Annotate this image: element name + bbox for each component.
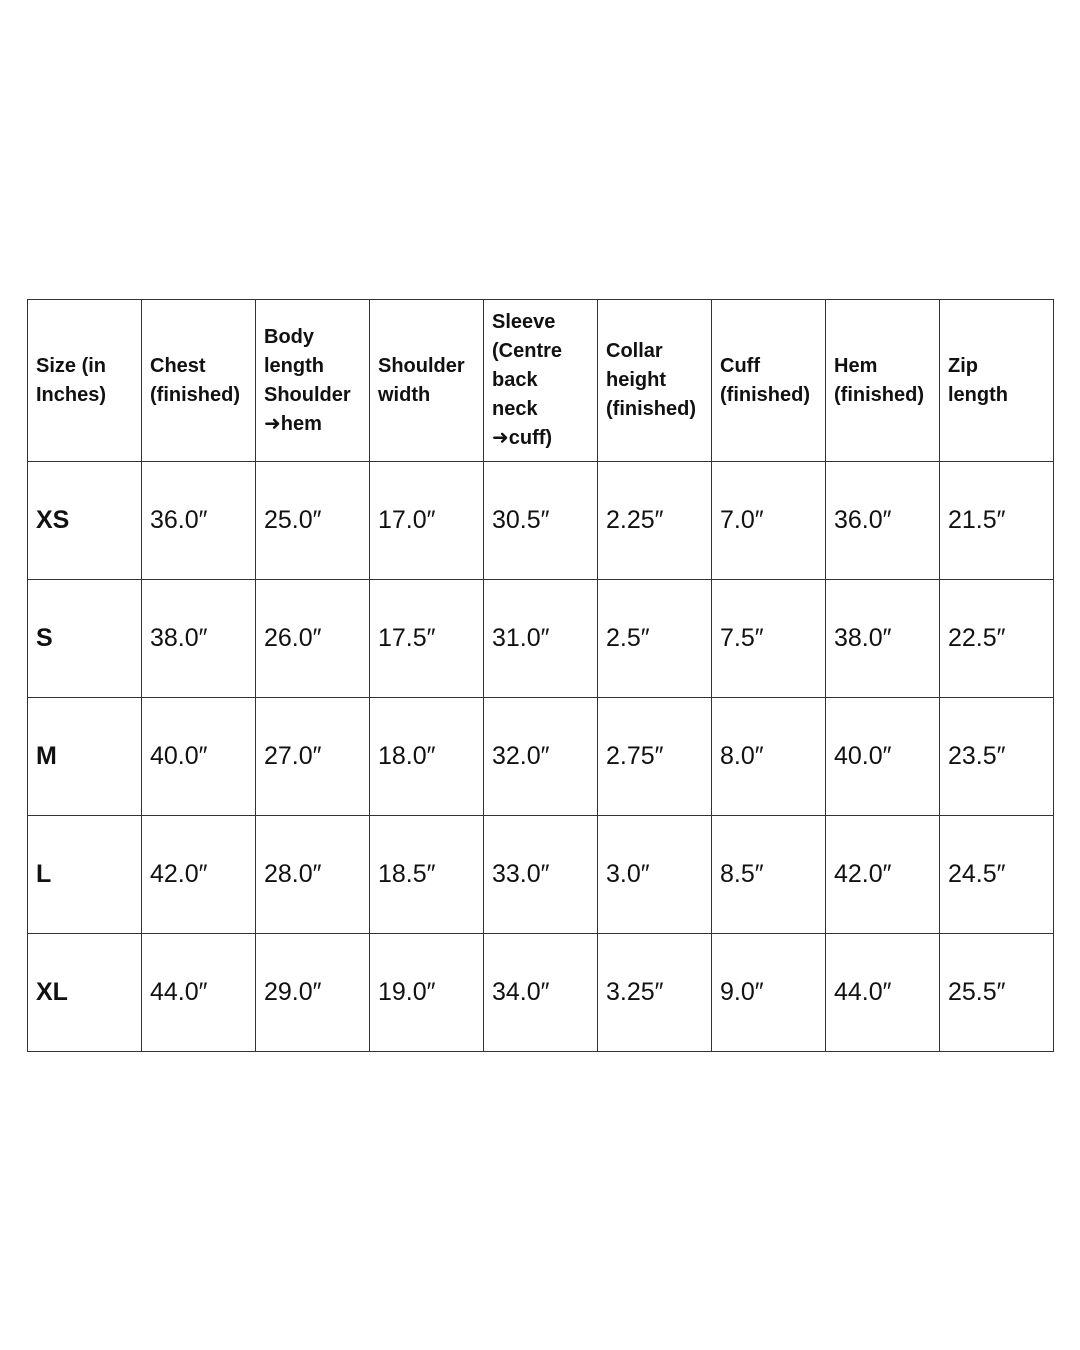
- body-length-cell: 28.0″: [256, 816, 370, 934]
- cuff-cell: 9.0″: [712, 934, 826, 1052]
- shoulder-width-cell: 18.5″: [370, 816, 484, 934]
- zip-length-cell: 24.5″: [940, 816, 1054, 934]
- size-label-cell: XS: [28, 462, 142, 580]
- hem-cell: 42.0″: [826, 816, 940, 934]
- hem-cell: 36.0″: [826, 462, 940, 580]
- chest-cell: 40.0″: [142, 698, 256, 816]
- table-row: [28, 816, 1054, 934]
- body-length-cell: 27.0″: [256, 698, 370, 816]
- chest-cell: 44.0″: [142, 934, 256, 1052]
- collar-height-cell: 2.75″: [598, 698, 712, 816]
- size-label-cell: S: [28, 580, 142, 698]
- table-body: [28, 462, 1054, 1052]
- header-body-length: Body length Shoulder ➜hem: [256, 300, 370, 462]
- header-collar-height: Collar height (finished): [598, 300, 712, 462]
- cuff-cell: 7.0″: [712, 462, 826, 580]
- collar-height-cell: 3.0″: [598, 816, 712, 934]
- table-row: [28, 698, 1054, 816]
- header-shoulder-width: Shoulder width: [370, 300, 484, 462]
- cuff-cell: 7.5″: [712, 580, 826, 698]
- cuff-cell: 8.0″: [712, 698, 826, 816]
- collar-height-cell: 2.25″: [598, 462, 712, 580]
- header-zip-length: Zip length: [940, 300, 1054, 462]
- cuff-cell: 8.5″: [712, 816, 826, 934]
- size-label-cell: L: [28, 816, 142, 934]
- header-row: [28, 300, 1054, 462]
- hem-cell: 40.0″: [826, 698, 940, 816]
- zip-length-cell: 21.5″: [940, 462, 1054, 580]
- table-header: [28, 300, 1054, 462]
- chest-cell: 36.0″: [142, 462, 256, 580]
- sleeve-cell: 33.0″: [484, 816, 598, 934]
- sleeve-cell: 30.5″: [484, 462, 598, 580]
- collar-height-cell: 3.25″: [598, 934, 712, 1052]
- sleeve-cell: 32.0″: [484, 698, 598, 816]
- table-row: [28, 580, 1054, 698]
- collar-height-cell: 2.5″: [598, 580, 712, 698]
- hem-cell: 38.0″: [826, 580, 940, 698]
- sleeve-cell: 34.0″: [484, 934, 598, 1052]
- zip-length-cell: 22.5″: [940, 580, 1054, 698]
- zip-length-cell: 23.5″: [940, 698, 1054, 816]
- body-length-cell: 26.0″: [256, 580, 370, 698]
- shoulder-width-cell: 17.0″: [370, 462, 484, 580]
- chest-cell: 38.0″: [142, 580, 256, 698]
- chest-cell: 42.0″: [142, 816, 256, 934]
- size-label-cell: XL: [28, 934, 142, 1052]
- shoulder-width-cell: 18.0″: [370, 698, 484, 816]
- hem-cell: 44.0″: [826, 934, 940, 1052]
- zip-length-cell: 25.5″: [940, 934, 1054, 1052]
- header-chest: Chest (finished): [142, 300, 256, 462]
- body-length-cell: 25.0″: [256, 462, 370, 580]
- header-size: Size (in Inches): [28, 300, 142, 462]
- shoulder-width-cell: 17.5″: [370, 580, 484, 698]
- body-length-cell: 29.0″: [256, 934, 370, 1052]
- header-hem: Hem (finished): [826, 300, 940, 462]
- sleeve-cell: 31.0″: [484, 580, 598, 698]
- header-sleeve: Sleeve (Centre back neck ➜cuff): [484, 300, 598, 462]
- size-chart-table: [27, 299, 1054, 1052]
- size-label-cell: M: [28, 698, 142, 816]
- table-row: [28, 462, 1054, 580]
- table-row: [28, 934, 1054, 1052]
- shoulder-width-cell: 19.0″: [370, 934, 484, 1052]
- header-cuff: Cuff (finished): [712, 300, 826, 462]
